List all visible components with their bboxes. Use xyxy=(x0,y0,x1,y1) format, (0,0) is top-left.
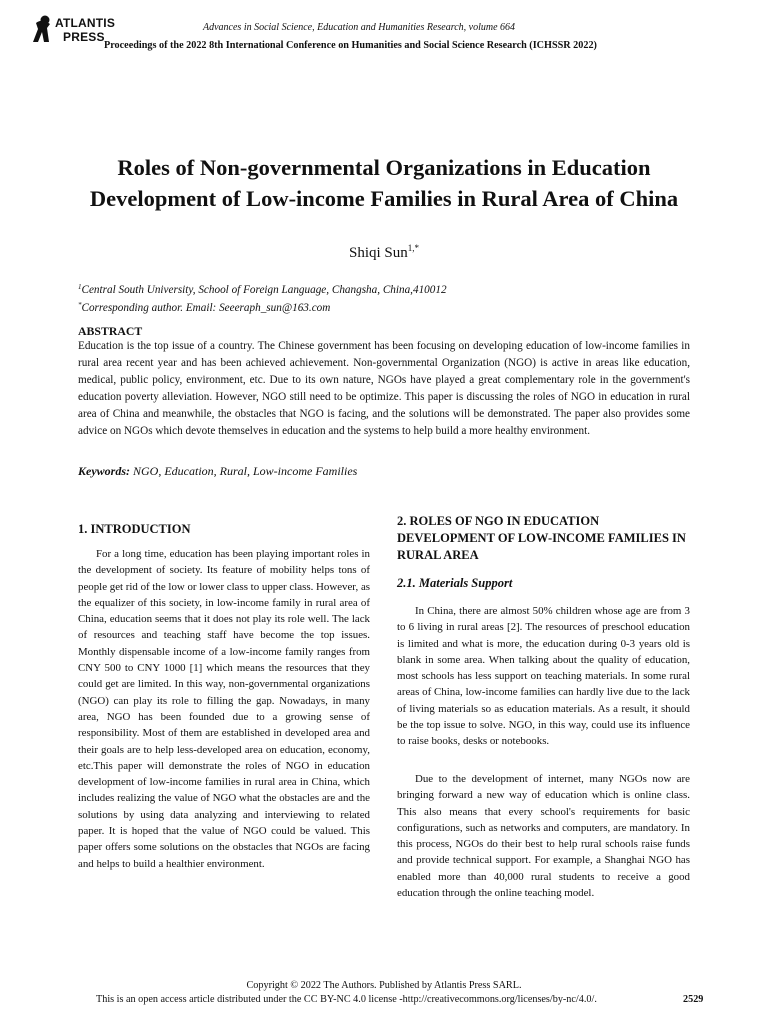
proceedings-title: Proceedings of the 2022 8th International Conference on Humanities and Social Science Research (ICHSSR 2022) xyxy=(104,40,597,51)
author-superscript: 1,* xyxy=(407,243,420,253)
affiliation-line xyxy=(78,280,447,298)
abstract-heading: ABSTRACT xyxy=(78,324,143,338)
introduction-paragraph: For a long time, education has been playing important roles in the development of society. Its feature of mobility helps tons of people get rid of the low or lower class to upper class. However, as the equalizer of this society, in low-income family in rural area of China, education seems that it does not play its role well. The lack of resources and teaching staff have become the top issues. Monthly dispensable income of a low-income family ranges from CNY 500 to CNY 1000 [1] which means the resources that they could get are limited. In this way, non-governmental organizations (NGO) can play its role to filling the gap. Nowadays, in many area, NGO has been founded due to a growing sense of responsibility. Most of them are established in developed area and their goals are to help less-developed area on education, economy, etc.This paper will demonstrate the roles of NGO in education development of low-income families in rural area in China, which includes realizing the value of NGO what the obstacles are and the solutions by using data analyzing and interviewing to related paper. It is hoped that the value of NGO could be valued. This paper offers some solutions on the obstacles that NGOs are facing and helps to build a healthier environment. xyxy=(78,548,371,870)
affiliation-text: Central South University, School of Foreign Language, Changsha, China,410012 xyxy=(81,284,447,296)
materials-paragraph-2: Due to the development of internet, many NGOs now are bringing forward a new way of education which is online class. This also means that every school's requirements for basic configurations, such as networks and computers, are mandatory. In this process, NGOs do their best to help rural schools raise funds and provide technical support. For example, a Shanghai NGO has enabled more than 40,000 rural students to receive a good education through the online teaching model. xyxy=(397,773,690,900)
logo-text-press: PRESS xyxy=(63,30,105,44)
keywords-label: Keywords: xyxy=(78,464,130,478)
materials-paragraph-1: In China, there are almost 50% children whose age are from 3 to 6 living in rural areas [2]. The resources of preschool education is limited and what is more, the education during 0-3 years old is blank in some area. When talking about the quality of education, most schools has less support on teaching materials. In some rural areas of China, low-income families can hardly live due to the lack of living materials so as education materials. As a result, it should be the top issue to solve. NGO, in this way, could use its influence to raise books, desks or notebooks. xyxy=(397,605,690,748)
keywords-line xyxy=(78,464,357,479)
corresponding-superscript: * xyxy=(78,301,82,309)
abstract-body: Education is the top issue of a country. The Chinese government has been focusing on developing education of low-income families in rural area recent year and has been achieved achievement. Non-governmental Organization (NGO) is active in areas like education, medical, public policy, environment, etc. Due to its own nature, NGOs have played a great complementary role in the government's education poverty alleviation. However, NGO still need to be optimize. This paper is discussing the roles of NGO in education in rural area of China and meanwhile, the obstacles that NGO is facing, and the solutions will be demonstrated. The paper also provides some advice on NGOs which devote themselves in education and the systems to help build a more healthy environment. xyxy=(78,340,690,437)
page-number: 2529 xyxy=(683,994,704,1005)
affiliation-superscript: 1 xyxy=(78,283,82,291)
section-heading-roles: 2. ROLES OF NGO IN EDUCATION DEVELOPMENT OF LOW-INCOME FAMILIES IN RURAL AREA xyxy=(397,514,686,562)
author-name: Shiqi Sun xyxy=(348,245,408,261)
copyright-notice: Copyright © 2022 The Authors. Published by Atlantis Press SARL. xyxy=(246,980,522,991)
author-line xyxy=(0,243,768,262)
paper-title: Roles of Non-governmental Organizations in Education Development of Low-income Families in Rural Area of China xyxy=(89,155,679,211)
section-heading-introduction: 1. INTRODUCTION xyxy=(78,522,191,536)
affiliations xyxy=(78,280,447,316)
journal-name: Advances in Social Science, Education and Humanities Research, volume 664 xyxy=(203,22,516,33)
subsection-heading-materials: 2.1. Materials Support xyxy=(397,576,513,590)
corresponding-line xyxy=(78,298,447,316)
keywords-text: NGO, Education, Rural, Low-income Families xyxy=(133,464,358,478)
corresponding-text: Corresponding author. Email: Seeeraph_sun@163.com xyxy=(81,302,331,314)
atlas-figure-icon xyxy=(30,14,54,44)
license-notice: This is an open access article distributed under the CC BY-NC 4.0 license -http://creativecommons.org/licenses/by-nc/4.0/. xyxy=(96,994,597,1005)
logo-text-atlantis: ATLANTIS xyxy=(55,16,116,30)
